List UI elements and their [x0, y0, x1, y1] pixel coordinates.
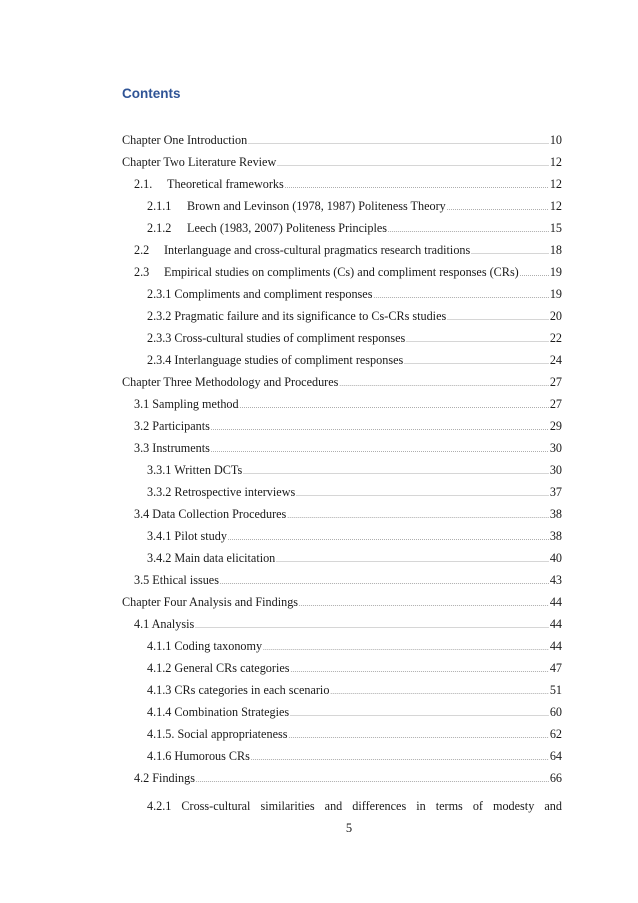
toc-entry[interactable]: 3.3 Instruments ..... 30: [134, 441, 562, 461]
toc-entry-continued[interactable]: [147, 799, 562, 814]
toc-entry[interactable]: 4.2 Findings ..... 66: [134, 771, 562, 791]
toc-entry[interactable]: 2.3.4 Interlanguage studies of compliment responses ..... 24: [147, 353, 562, 373]
toc-word: in: [416, 799, 426, 813]
toc-word: and: [544, 799, 562, 813]
toc-word: Cross-cultural: [181, 799, 251, 813]
toc-entry[interactable]: 2.3.2 Pragmatic failure and its significance to Cs-CRs studies ..... 20: [147, 309, 562, 329]
toc-entry[interactable]: 4.1.3 CRs categories in each scenario ..... 51: [147, 683, 562, 703]
page-title: Contents: [122, 86, 181, 101]
toc-word: and: [324, 799, 343, 813]
toc-entry[interactable]: 3.4 Data Collection Procedures ..... 38: [134, 507, 562, 527]
toc-entry[interactable]: 2.1.1 Brown and Levinson (1978, 1987) Politeness Theory ..... 12: [147, 199, 562, 219]
toc-entry[interactable]: 3.3.1 Written DCTs ..... 30: [147, 463, 562, 483]
toc-word: differences: [352, 799, 407, 813]
toc-entry[interactable]: 4.1.5. Social appropriateness ..... 62: [147, 727, 562, 747]
toc-entry[interactable]: 4.1 Analysis ..... 44: [134, 617, 562, 637]
page-number: 5: [345, 821, 353, 835]
toc-entry[interactable]: Chapter Four Analysis and Findings ..... 44: [122, 595, 562, 615]
toc-entry[interactable]: 4.1.6 Humorous CRs ..... 64: [147, 749, 562, 769]
toc-entry[interactable]: 3.5 Ethical issues ..... 43: [134, 573, 562, 593]
toc-entry[interactable]: 2.3.3 Cross-cultural studies of compliment responses ..... 22: [147, 331, 562, 351]
toc-entry[interactable]: 2.3 Empirical studies on compliments (Cs) and compliment responses (CRs) ..... 19: [134, 265, 562, 285]
toc-entry[interactable]: 3.4.2 Main data elicitation ..... 40: [147, 551, 562, 571]
toc-word: terms: [435, 799, 463, 813]
toc-entry[interactable]: 4.1.2 General CRs categories ..... 47: [147, 661, 562, 681]
toc-entry[interactable]: Chapter Three Methodology and Procedures ..... 27: [122, 375, 562, 395]
toc-word: 4.2.1: [147, 799, 172, 813]
toc-entry[interactable]: 3.1 Sampling method ..... 27: [134, 397, 562, 417]
toc-word: similarities: [260, 799, 315, 813]
toc-entry[interactable]: Chapter Two Literature Review ..... 12: [122, 155, 562, 175]
toc-entry[interactable]: 3.4.1 Pilot study ..... 38: [147, 529, 562, 549]
toc-entry[interactable]: 2.1.2 Leech (1983, 2007) Politeness Principles ..... 15: [147, 221, 562, 241]
toc-entry[interactable]: 4.1.4 Combination Strategies ..... 60: [147, 705, 562, 725]
toc-entry[interactable]: 3.2 Participants ..... 29: [134, 419, 562, 439]
toc-word: modesty: [492, 799, 535, 813]
toc-word: of: [472, 799, 483, 813]
toc-entry[interactable]: Chapter One Introduction ..... 10: [122, 133, 562, 153]
toc-entry[interactable]: 4.1.1 Coding taxonomy ..... 44: [147, 639, 562, 659]
toc-entry[interactable]: 3.3.2 Retrospective interviews ..... 37: [147, 485, 562, 505]
toc-entry[interactable]: 2.3.1 Compliments and compliment responses ..... 19: [147, 287, 562, 307]
toc-entry[interactable]: 2.1. Theoretical frameworks ..... 12: [134, 177, 562, 197]
toc-entry[interactable]: 2.2 Interlanguage and cross-cultural pragmatics research traditions ..... 18: [134, 243, 562, 263]
